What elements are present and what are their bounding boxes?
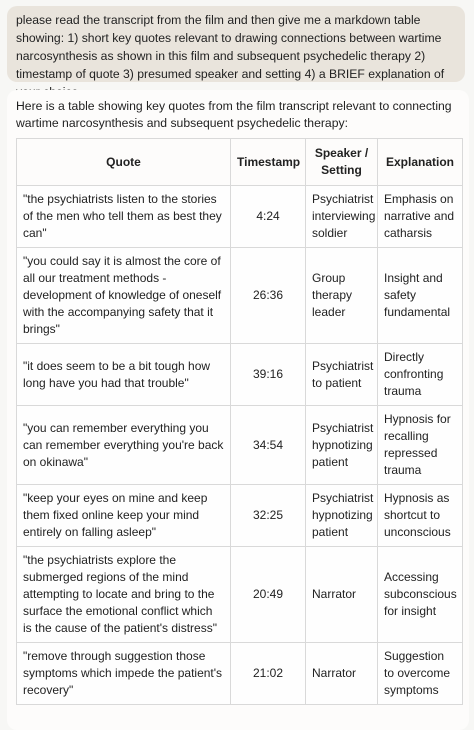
- quote-cell: "it does seem to be a bit tough how long have you had that trouble": [17, 344, 231, 406]
- explanation-cell: Insight and safety fundamental: [378, 248, 463, 344]
- quote-cell: "the psychiatrists explore the submerged regions of the mind attempting to locate and bring to the surface the emotional conflict which is the cause of the patient's distress": [17, 547, 231, 643]
- quotes-table: [16, 138, 463, 705]
- assistant-message: [7, 90, 469, 730]
- speaker-cell: Psychiatrist interviewing soldier: [306, 186, 378, 248]
- timestamp-cell: 21:02: [231, 643, 306, 705]
- table-row: [17, 186, 463, 248]
- timestamp-cell: 4:24: [231, 186, 306, 248]
- timestamp-cell: 39:16: [231, 344, 306, 406]
- quote-cell: "keep your eyes on mine and keep them fixed online keep your mind entirely on falling asleep": [17, 485, 231, 547]
- speaker-cell: Psychiatrist hypnotizing patient: [306, 485, 378, 547]
- explanation-cell: Emphasis on narrative and catharsis: [378, 186, 463, 248]
- table-row: [17, 406, 463, 485]
- table-row: [17, 547, 463, 643]
- quote-cell: "you could say it is almost the core of all our treatment methods - development of knowledge of oneself with the accompanying safety that it brings": [17, 248, 231, 344]
- table-row: [17, 248, 463, 344]
- explanation-cell: Hypnosis for recalling repressed trauma: [378, 406, 463, 485]
- response-intro: Here is a table showing key quotes from the film transcript relevant to connecting wartime narcosynthesis and subsequent psychedelic therapy:: [16, 99, 452, 130]
- table-row: [17, 485, 463, 547]
- timestamp-cell: 26:36: [231, 248, 306, 344]
- user-message-text: please read the transcript from the film and then give me a markdown table showing: 1) short key quotes relevant to drawing connections between wartime narcosynthesis as shown in this film and subsequent psychedelic therapy 2) timestamp of quote 3) presumed speaker and setting 4) a BRIEF explanation of: [16, 13, 445, 81]
- speaker-cell: Psychiatrist to patient: [306, 344, 378, 406]
- speaker-cell: Narrator: [306, 547, 378, 643]
- speaker-cell: Narrator: [306, 643, 378, 705]
- explanation-cell: Suggestion to overcome symptoms: [378, 643, 463, 705]
- header-explanation: Explanation: [378, 139, 463, 186]
- explanation-cell: Accessing subconscious for insight: [378, 547, 463, 643]
- timestamp-cell: 34:54: [231, 406, 306, 485]
- table-row: [17, 643, 463, 705]
- header-quote: Quote: [17, 139, 231, 186]
- timestamp-cell: 32:25: [231, 485, 306, 547]
- explanation-cell: Hypnosis as shortcut to unconscious: [378, 485, 463, 547]
- header-speaker: Speaker / Setting: [306, 139, 378, 186]
- user-message: [7, 6, 465, 82]
- quote-cell: "the psychiatrists listen to the stories of the men who tell them as best they can": [17, 186, 231, 248]
- explanation-cell: Directly confronting trauma: [378, 344, 463, 406]
- speaker-cell: Group therapy leader: [306, 248, 378, 344]
- header-timestamp: Timestamp: [231, 139, 306, 186]
- speaker-cell: Psychiatrist hypnotizing patient: [306, 406, 378, 485]
- quote-cell: "remove through suggestion those symptoms which impede the patient's recovery": [17, 643, 231, 705]
- table-row: [17, 344, 463, 406]
- table-header-row: [17, 139, 463, 186]
- timestamp-cell: 20:49: [231, 547, 306, 643]
- quote-cell: "you can remember everything you can remember everything you're back on okinawa": [17, 406, 231, 485]
